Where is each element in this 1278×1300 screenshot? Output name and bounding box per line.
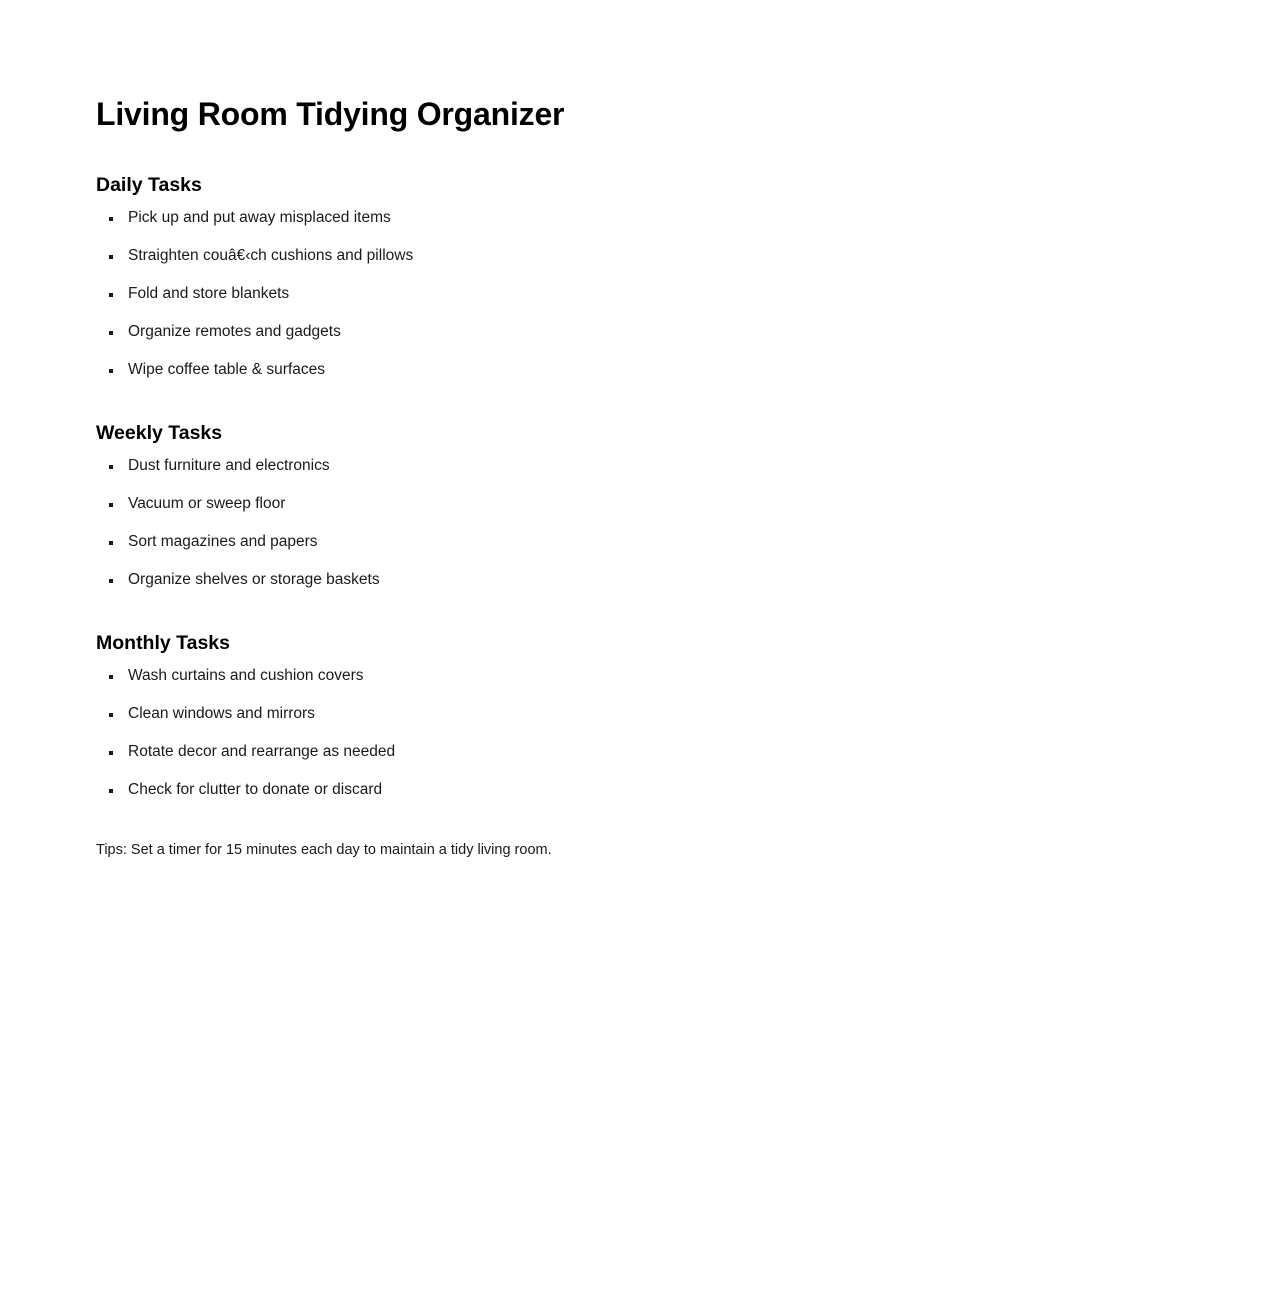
list-item: ▪ Rotate decor and rearrange as needed: [123, 742, 1182, 763]
list-item: ▪ Wipe coffee table & surfaces: [123, 360, 1182, 381]
list-item: ▪ Clean windows and mirrors: [123, 704, 1182, 725]
list-item: ▪ Fold and store blankets: [123, 284, 1182, 305]
section-heading-daily-tasks: Daily Tasks: [96, 173, 202, 196]
list-item: ▪ Wash curtains and cushion covers: [123, 666, 1182, 687]
task-list-daily: [96, 208, 1182, 381]
list-item: ▪ Organize remotes and gadgets: [123, 322, 1182, 343]
section-heading-weekly-tasks: Weekly Tasks: [96, 421, 223, 444]
list-item: ▪ Dust furniture and electronics: [123, 456, 1182, 477]
list-item: ▪ Check for clutter to donate or discard: [123, 780, 1182, 801]
section-heading-monthly-tasks: Monthly Tasks: [96, 631, 230, 654]
task-list-monthly: [96, 666, 1182, 801]
task-list-weekly: [96, 456, 1182, 591]
list-item: ▪ Pick up and put away misplaced items: [123, 208, 1182, 229]
tips-note: Tips: Set a timer for 15 minutes each day to maintain a tidy living room.: [96, 841, 552, 858]
page-title: Living Room Tidying Organizer: [96, 96, 565, 132]
list-item: ▪ Organize shelves or storage baskets: [123, 570, 1182, 591]
list-item: ▪ Sort magazines and papers: [123, 532, 1182, 553]
list-item: ▪ Straighten couâ€‹ch cushions and pillows: [123, 246, 1182, 267]
list-item: ▪ Vacuum or sweep floor: [123, 494, 1182, 515]
